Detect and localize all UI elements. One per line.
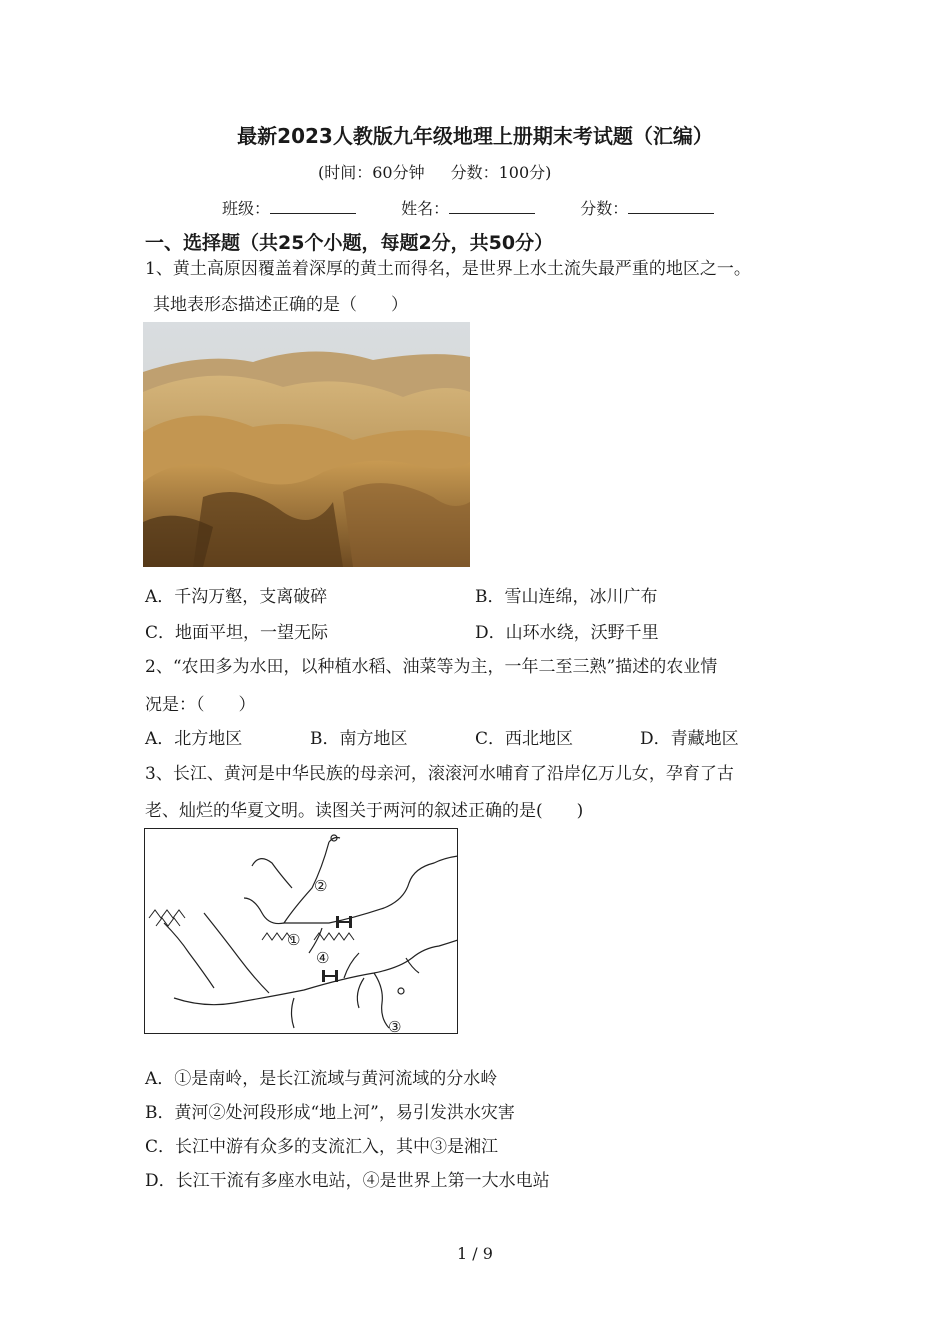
- q1-option-c[interactable]: C．地面平坦，一望无际: [145, 623, 329, 643]
- loess-plateau-photo: [143, 322, 470, 567]
- q1-stem-line1: 1、黄土高原因覆盖着深厚的黄土而得名，是世界上水土流失最严重的地区之一。: [145, 259, 751, 279]
- map-label-1: ①: [287, 931, 301, 949]
- map-label-2: ②: [314, 877, 328, 895]
- rivers-map: [144, 828, 458, 1034]
- q2-option-c[interactable]: C．西北地区: [475, 729, 574, 749]
- q3-option-a[interactable]: A．①是南岭，是长江流域与黄河流域的分水岭: [145, 1069, 498, 1089]
- time-limit: (时间：60分钟: [318, 163, 425, 182]
- name-field[interactable]: 姓名：: [401, 196, 535, 219]
- q3-option-c[interactable]: C．长江中游有众多的支流汇入，其中③是湘江: [145, 1137, 499, 1157]
- page-number: 1 / 9: [457, 1244, 493, 1263]
- q2-option-b[interactable]: B．南方地区: [310, 729, 408, 749]
- q2-option-d[interactable]: D．青藏地区: [640, 729, 739, 749]
- q3-option-d[interactable]: D．长江干流有多座水电站，④是世界上第一大水电站: [145, 1171, 550, 1191]
- page-title: 最新2023人教版九年级地理上册期末考试题（汇编）: [237, 124, 713, 148]
- q2-stem-line2: 况是：（ ）: [145, 695, 256, 715]
- q1-option-a[interactable]: A．千沟万壑，支离破碎: [145, 587, 328, 607]
- q1-option-b[interactable]: B．雪山连绵，冰川广布: [475, 587, 658, 607]
- class-field[interactable]: 班级：: [222, 196, 356, 219]
- exam-meta: [318, 160, 577, 183]
- q2-stem-line1: 2、“农田多为水田，以种植水稻、油菜等为主，一年二至三熟”描述的农业情: [145, 657, 718, 677]
- map-label-3: ③: [388, 1018, 402, 1034]
- q3-stem-line2: 老、灿烂的华夏文明。读图关于两河的叙述正确的是( ): [145, 801, 584, 821]
- map-label-4: ④: [316, 949, 330, 967]
- q1-stem-line2: 其地表形态描述正确的是（ ）: [153, 295, 408, 315]
- section-heading: 一、选择题（共25个小题，每题2分，共50分）: [145, 232, 554, 254]
- q2-option-a[interactable]: A．北方地区: [145, 729, 243, 749]
- score-field[interactable]: 分数：: [580, 196, 714, 219]
- q1-option-d[interactable]: D．山环水绕，沃野千里: [475, 623, 659, 643]
- student-info: [222, 196, 754, 219]
- q3-stem-line1: 3、长江、黄河是中华民族的母亲河，滚滚河水哺育了沿岸亿万儿女，孕育了古: [145, 764, 734, 784]
- total-score: 分数：100分): [450, 163, 552, 182]
- q3-option-b[interactable]: B．黄河②处河段形成“地上河”，易引发洪水灾害: [145, 1103, 515, 1123]
